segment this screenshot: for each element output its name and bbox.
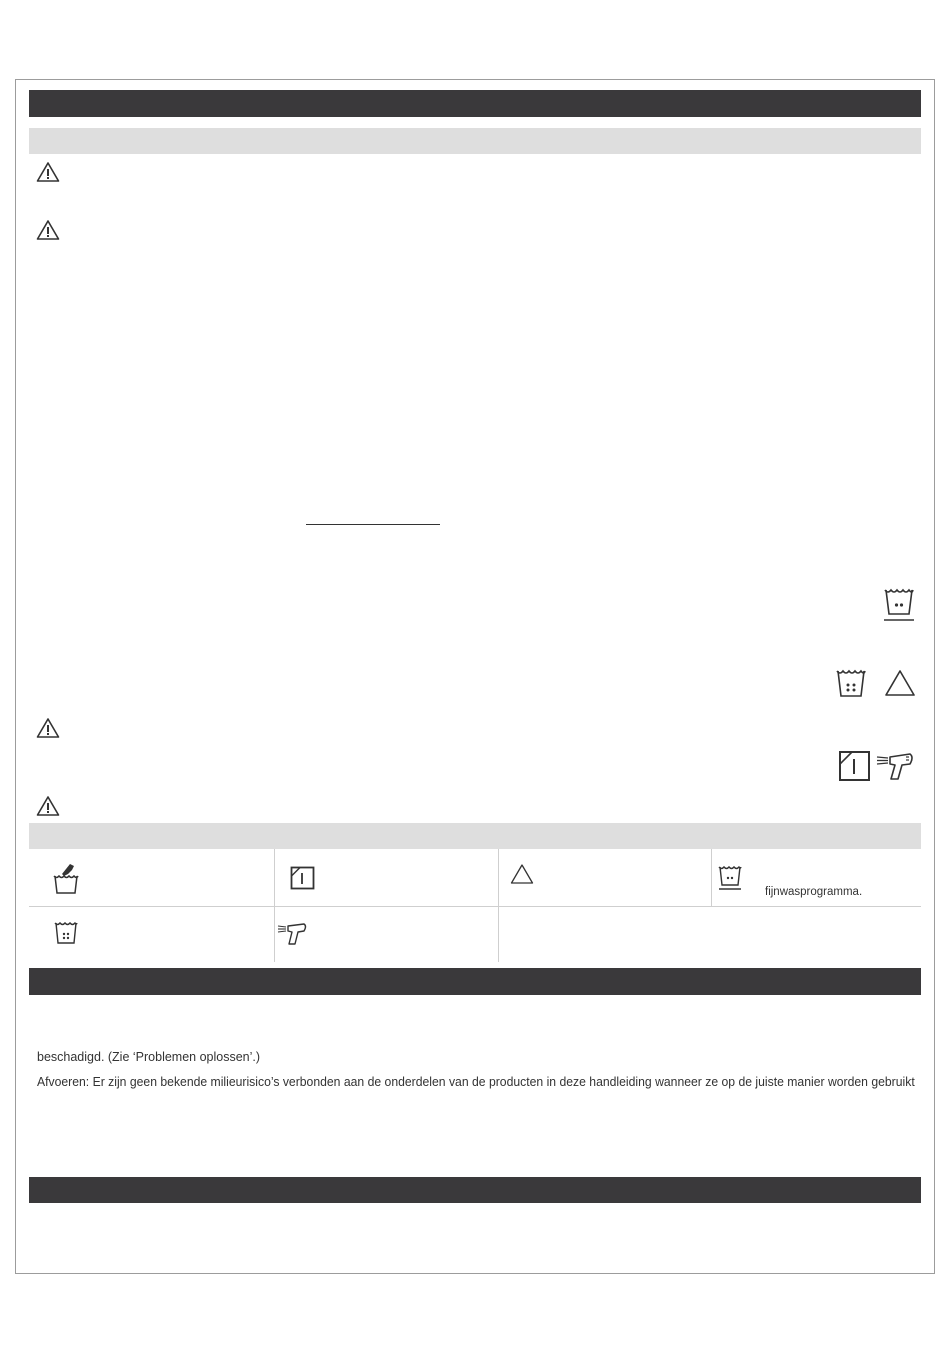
wash-tub-two-dots-icon	[718, 864, 742, 892]
warning-triangle-icon	[36, 717, 60, 739]
section-header-bar-2	[29, 968, 921, 995]
warning-triangle-icon	[36, 219, 60, 241]
page-frame	[15, 79, 935, 1274]
subsection-header-bar-1	[29, 128, 921, 154]
table-divider	[29, 906, 921, 907]
environment-text-line-2: Afvoeren: Er zijn geen bekende milieurisico’s verbonden aan de onderdelen van de producten in deze handleiding wanneer ze op de juiste manier worden gebruikt	[37, 1075, 915, 1089]
bleach-triangle-icon	[510, 863, 534, 885]
line-dry-square-icon	[838, 750, 872, 782]
underline-rule	[306, 524, 440, 525]
table-divider	[711, 849, 712, 906]
wash-tub-three-dots-icon	[54, 920, 78, 946]
warning-triangle-icon	[36, 161, 60, 183]
warning-triangle-icon	[36, 795, 60, 817]
bleach-triangle-icon	[884, 669, 916, 697]
section-header-bar-1	[29, 90, 921, 117]
care-table-header-bar	[29, 823, 921, 849]
environment-text-line-1: beschadigd. (Zie ‘Problemen oplossen’.)	[37, 1050, 261, 1064]
line-dry-square-icon	[290, 866, 316, 890]
hair-dryer-icon	[876, 751, 916, 783]
hand-wash-tub-icon	[52, 862, 80, 894]
delicate-program-note: fijnwasprogramma.	[765, 886, 863, 898]
wash-tub-two-dots-icon	[883, 586, 915, 622]
wash-tub-three-dots-icon	[835, 667, 867, 699]
section-header-bar-3	[29, 1177, 921, 1203]
hair-dryer-icon	[277, 921, 309, 947]
